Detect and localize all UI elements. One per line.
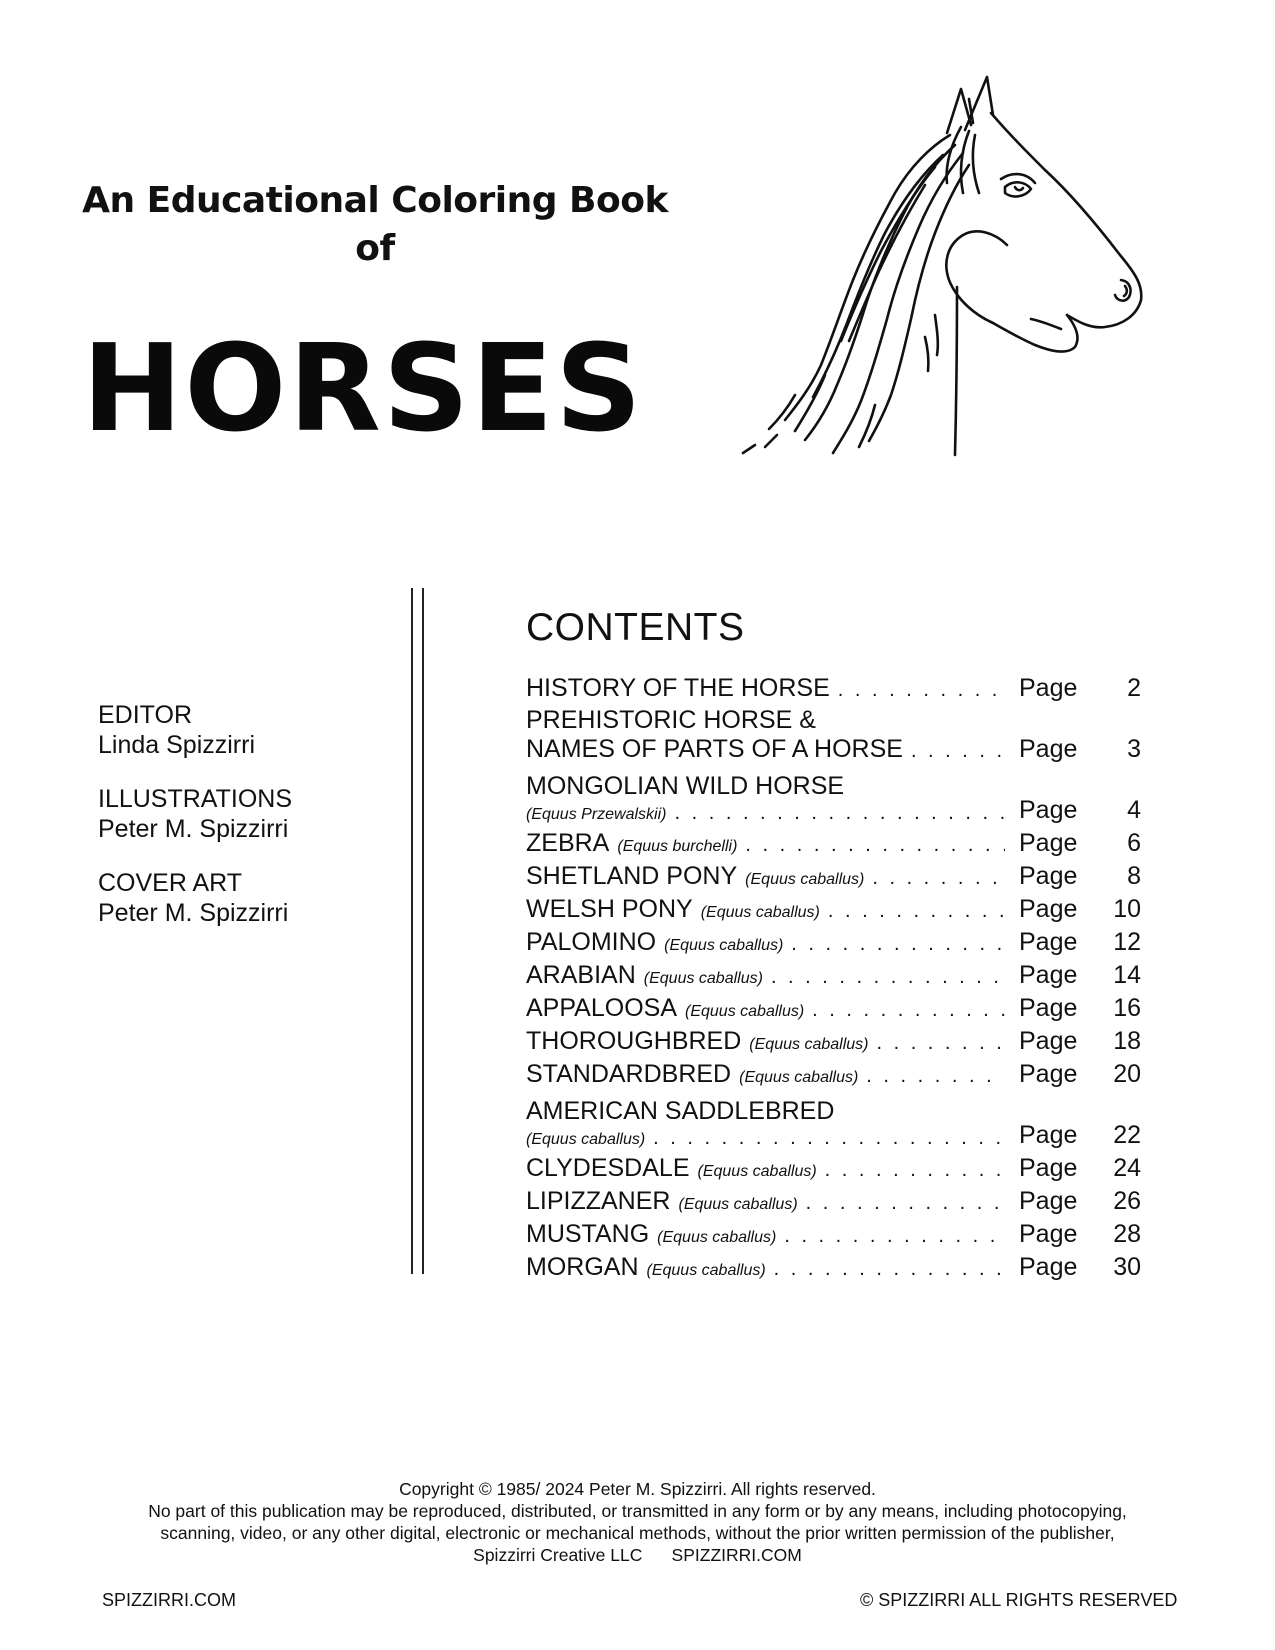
toc-row bbox=[526, 955, 1141, 988]
toc-scientific-name: (Equus caballus) bbox=[664, 937, 784, 954]
toc-leader-dots bbox=[745, 835, 1005, 855]
toc-scientific-name: (Equus caballus) bbox=[646, 1262, 766, 1279]
toc-page-label: Page bbox=[1019, 1187, 1078, 1215]
toc-row bbox=[526, 1247, 1141, 1280]
toc-page-label: Page bbox=[1019, 928, 1078, 956]
toc-scientific-name: (Equus caballus) bbox=[745, 871, 865, 888]
toc-title-line: MONGOLIAN WILD HORSE bbox=[526, 772, 845, 800]
toc-row bbox=[526, 668, 1141, 701]
toc-page-label: Page bbox=[1019, 1027, 1078, 1055]
credit-role: COVER ART bbox=[98, 869, 243, 897]
toc-page-label: Page bbox=[1019, 1154, 1078, 1182]
copyright-line: scanning, video, or any other digital, electronic or mechanical methods, without the prior written permission of the publisher, bbox=[160, 1523, 1115, 1543]
toc-row bbox=[526, 1054, 1141, 1087]
toc-row bbox=[526, 1087, 1141, 1148]
toc-page-number: 20 bbox=[1113, 1060, 1141, 1088]
toc-page-label: Page bbox=[1019, 1060, 1078, 1088]
vertical-rule bbox=[411, 588, 413, 1274]
toc-leader-dots bbox=[674, 803, 1005, 823]
toc-page-label: Page bbox=[1019, 862, 1078, 890]
toc-page-label: Page bbox=[1019, 994, 1078, 1022]
toc-row bbox=[526, 1148, 1141, 1181]
subtitle-text: An Educational Coloring Book bbox=[82, 180, 668, 221]
toc-page-label: Page bbox=[1019, 735, 1078, 763]
credit-role: ILLUSTRATIONS bbox=[98, 785, 293, 813]
table-of-contents bbox=[526, 668, 1141, 1280]
toc-page-number: 24 bbox=[1113, 1154, 1141, 1182]
toc-title: APPALOOSA bbox=[526, 996, 677, 1021]
toc-row bbox=[526, 701, 1141, 762]
toc-title: HISTORY OF THE HORSE bbox=[526, 676, 830, 701]
toc-title: CLYDESDALE bbox=[526, 1156, 690, 1181]
toc-page-label: Page bbox=[1019, 961, 1078, 989]
toc-page-number: 30 bbox=[1113, 1253, 1141, 1281]
toc-row bbox=[526, 823, 1141, 856]
toc-scientific-name: (Equus caballus) bbox=[739, 1069, 859, 1086]
copyright-line: Spizzirri Creative LLC SPIZZIRRI.COM bbox=[473, 1545, 802, 1565]
toc-page-number: 12 bbox=[1113, 928, 1141, 956]
toc-leader-dots bbox=[806, 1193, 1005, 1213]
credit-illustrations bbox=[98, 784, 292, 844]
toc-page-label: Page bbox=[1019, 895, 1078, 923]
toc-page-number: 14 bbox=[1113, 961, 1141, 989]
toc-page-number: 10 bbox=[1113, 895, 1141, 923]
vertical-rule bbox=[422, 588, 424, 1274]
toc-scientific-name: (Equus caballus) bbox=[657, 1229, 777, 1246]
footer-rights: © SPIZZIRRI ALL RIGHTS RESERVED bbox=[860, 1590, 1178, 1610]
toc-row bbox=[526, 1181, 1141, 1214]
credit-cover-art bbox=[98, 868, 292, 928]
toc-page-number: 3 bbox=[1127, 735, 1141, 763]
credit-person: Linda Spizzirri bbox=[98, 731, 256, 759]
toc-title: MUSTANG bbox=[526, 1222, 650, 1247]
toc-page-label: Page bbox=[1019, 674, 1078, 702]
toc-title-line: PREHISTORIC HORSE & bbox=[526, 706, 816, 734]
toc-leader-dots bbox=[784, 1226, 1005, 1246]
copyright-line: No part of this publication may be reproduced, distributed, or transmitted in any form or by any means, including photocopying, bbox=[148, 1501, 1127, 1521]
toc-scientific-name: (Equus caballus) bbox=[685, 1003, 805, 1020]
toc-scientific-name: (Equus caballus) bbox=[526, 1131, 646, 1148]
toc-page-number: 16 bbox=[1113, 994, 1141, 1022]
toc-leader-dots bbox=[876, 1033, 1005, 1053]
toc-row bbox=[526, 889, 1141, 922]
toc-row bbox=[526, 988, 1141, 1021]
toc-leader-dots bbox=[838, 680, 1005, 700]
toc-leader-dots bbox=[774, 1259, 1005, 1279]
credit-person: Peter M. Spizzirri bbox=[98, 899, 289, 927]
toc-title: STANDARDBRED bbox=[526, 1062, 732, 1087]
toc-leader-dots bbox=[771, 967, 1005, 987]
toc-leader-dots bbox=[828, 901, 1005, 921]
toc-page-label: Page bbox=[1019, 796, 1078, 824]
toc-title: PALOMINO bbox=[526, 930, 657, 955]
toc-row bbox=[526, 1021, 1141, 1054]
toc-scientific-name: (Equus caballus) bbox=[643, 970, 763, 987]
credit-person: Peter M. Spizzirri bbox=[98, 815, 289, 843]
toc-title: NAMES OF PARTS OF A HORSE bbox=[526, 737, 903, 762]
footer-website: SPIZZIRRI.COM bbox=[102, 1590, 236, 1610]
toc-title: ZEBRA bbox=[526, 831, 610, 856]
subtitle-of: of bbox=[355, 227, 395, 269]
toc-leader-dots bbox=[872, 868, 1005, 888]
toc-scientific-name: (Equus caballus) bbox=[697, 1163, 817, 1180]
toc-leader-dots bbox=[911, 741, 1005, 761]
copyright-line: Copyright © 1985/ 2024 Peter M. Spizzirri. All rights reserved. bbox=[399, 1479, 876, 1499]
toc-row bbox=[526, 856, 1141, 889]
toc-page-label: Page bbox=[1019, 1220, 1078, 1248]
toc-page-number: 28 bbox=[1113, 1220, 1141, 1248]
toc-page-number: 22 bbox=[1113, 1121, 1141, 1149]
toc-leader-dots bbox=[825, 1160, 1005, 1180]
toc-page-label: Page bbox=[1019, 829, 1078, 857]
credit-role: EDITOR bbox=[98, 701, 192, 729]
toc-page-number: 18 bbox=[1113, 1027, 1141, 1055]
toc-title: ARABIAN bbox=[526, 963, 636, 988]
toc-row bbox=[526, 762, 1141, 823]
toc-row bbox=[526, 1214, 1141, 1247]
copyright-notice bbox=[0, 1478, 1275, 1566]
credits bbox=[98, 700, 292, 952]
credit-editor bbox=[98, 700, 292, 760]
toc-page-number: 26 bbox=[1113, 1187, 1141, 1215]
toc-page-number: 6 bbox=[1127, 829, 1141, 857]
toc-scientific-name: (Equus caballus) bbox=[700, 904, 820, 921]
toc-page-number: 4 bbox=[1127, 796, 1141, 824]
toc-title: WELSH PONY bbox=[526, 897, 693, 922]
toc-scientific-name: (Equus burchelli) bbox=[617, 838, 738, 855]
toc-row bbox=[526, 922, 1141, 955]
book-subtitle bbox=[72, 182, 678, 268]
toc-title: THOROUGHBRED bbox=[526, 1029, 742, 1054]
toc-page-number: 2 bbox=[1127, 674, 1141, 702]
toc-leader-dots bbox=[653, 1128, 1005, 1148]
toc-title: LIPIZZANER bbox=[526, 1189, 671, 1214]
toc-page-number: 8 bbox=[1127, 862, 1141, 890]
contents-heading: CONTENTS bbox=[526, 606, 745, 649]
toc-scientific-name: (Equus caballus) bbox=[749, 1036, 869, 1053]
toc-page-label: Page bbox=[1019, 1253, 1078, 1281]
toc-leader-dots bbox=[791, 934, 1005, 954]
book-title: HORSES bbox=[82, 320, 644, 459]
toc-leader-dots bbox=[866, 1066, 1005, 1086]
toc-page-label: Page bbox=[1019, 1121, 1078, 1149]
toc-scientific-name: (Equus Przewalskii) bbox=[526, 806, 667, 823]
toc-title-line: AMERICAN SADDLEBRED bbox=[526, 1097, 835, 1125]
horse-head-line-drawing-icon bbox=[725, 75, 1205, 465]
toc-title: SHETLAND PONY bbox=[526, 864, 738, 889]
toc-leader-dots bbox=[812, 1000, 1005, 1020]
toc-title: MORGAN bbox=[526, 1255, 639, 1280]
toc-scientific-name: (Equus caballus) bbox=[678, 1196, 798, 1213]
